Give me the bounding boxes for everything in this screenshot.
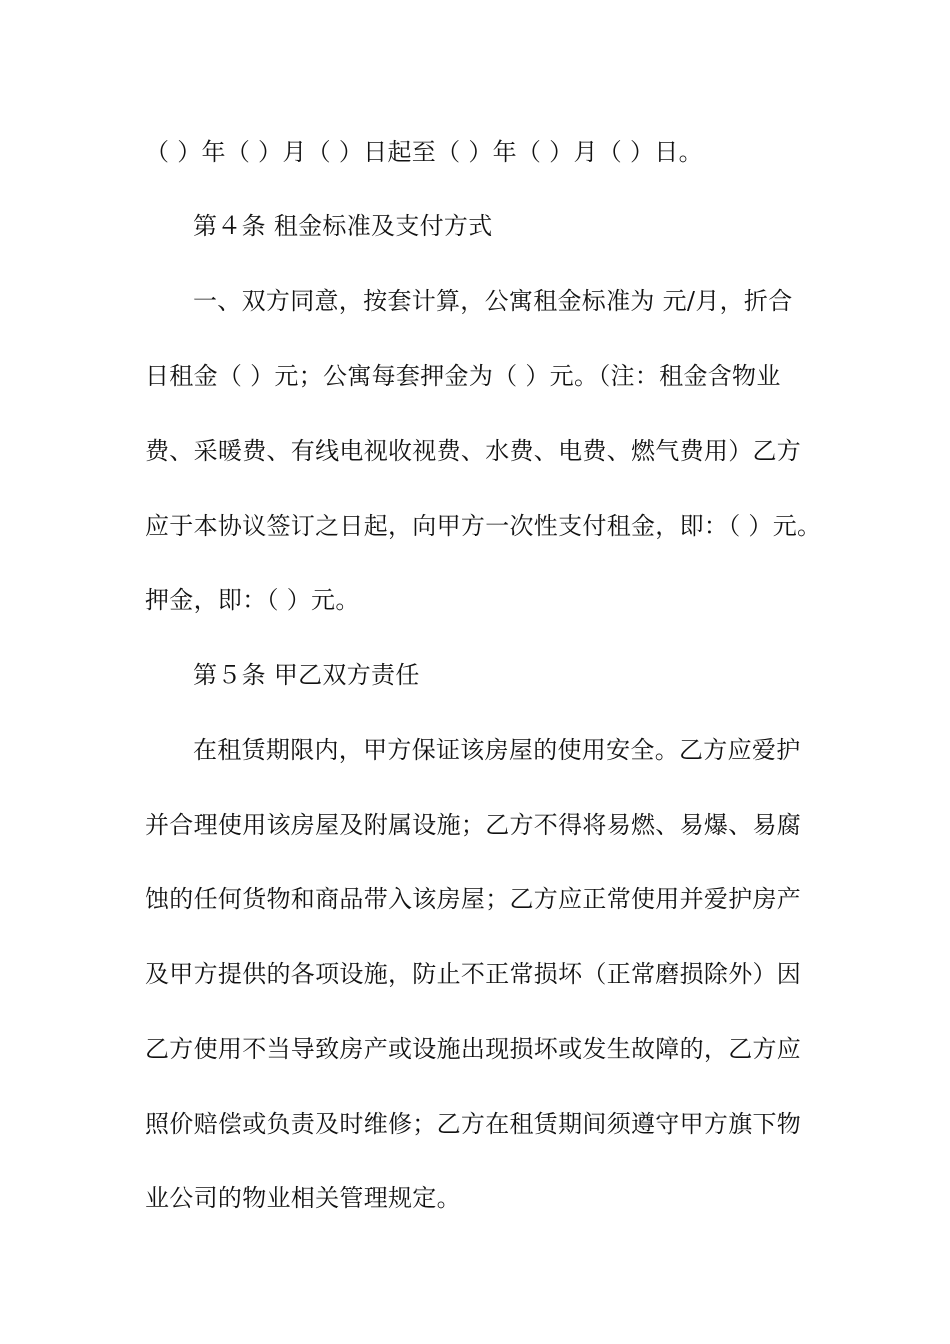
responsibility-paragraph-line: 在租赁期限内，甲方保证该房屋的使用安全。乙方应爱护 (193, 736, 801, 764)
responsibility-paragraph-line: 业公司的物业相关管理规定。 (145, 1184, 461, 1212)
responsibility-paragraph-line: 及甲方提供的各项设施，防止不正常损坏（正常磨损除外）因 (145, 960, 802, 988)
rent-paragraph-line: 应于本协议签订之日起，向甲方一次性支付租金，即：（ ）元。 (145, 512, 822, 540)
responsibility-paragraph-line: 乙方使用不当导致房产或设施出现损坏或发生故障的，乙方应 (145, 1035, 802, 1063)
rent-paragraph-line: 日租金（ ）元；公寓每套押金为（ ）元。（注：租金含物业 (145, 362, 781, 390)
lease-term-dates: （ ）年（ ）月（ ）日起至（ ）年（ ）月（ ）日。 (145, 138, 703, 166)
responsibility-paragraph-line: 并合理使用该房屋及附属设施；乙方不得将易燃、易爆、易腐 (145, 811, 802, 839)
rent-paragraph-line: 一、双方同意，按套计算，公寓租金标准为 元/月，折合 (193, 287, 793, 315)
responsibility-paragraph-line: 蚀的任何货物和商品带入该房屋；乙方应正常使用并爱护房产 (145, 885, 802, 913)
article-4-heading: 第４条 租金标准及支付方式 (193, 212, 493, 240)
responsibility-paragraph-line: 照价赔偿或负责及时维修；乙方在租赁期间须遵守甲方旗下物 (145, 1110, 802, 1138)
rent-paragraph-line: 押金，即：（ ）元。 (145, 586, 360, 614)
rent-paragraph-line: 费、采暖费、有线电视收视费、水费、电费、燃气费用）乙方 (145, 437, 802, 465)
article-5-heading: 第５条 甲乙双方责任 (193, 661, 420, 689)
